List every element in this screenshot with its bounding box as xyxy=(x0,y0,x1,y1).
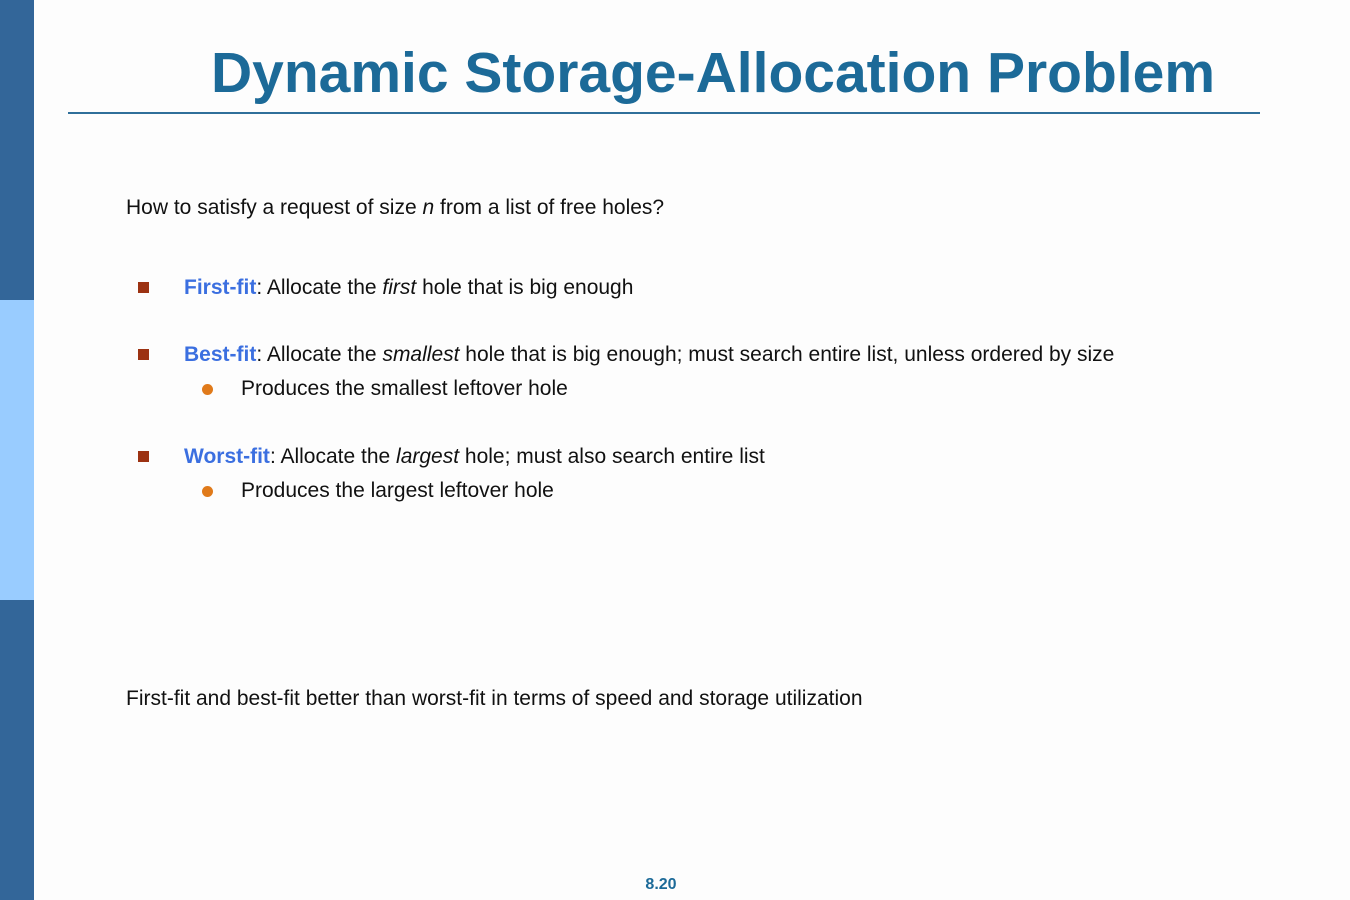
intro-text-before: How to satisfy a request of size xyxy=(126,196,423,219)
bullet-rest: hole; must also search entire list xyxy=(459,445,765,468)
conclusion-text: First-fit and best-fit better than worst-fit in terms of speed and storage utilization xyxy=(126,687,863,710)
sidebar-decoration xyxy=(0,0,34,900)
intro-variable: n xyxy=(422,196,435,219)
page-number: 8.20 xyxy=(645,876,677,893)
slide-title: Dynamic Storage-Allocation Problem xyxy=(210,41,1216,105)
title-divider xyxy=(68,112,1260,114)
bullet-rest: hole that is big enough; must search entire list, unless ordered by size xyxy=(459,343,1115,366)
intro-question xyxy=(126,195,664,221)
sub-bullet-worst-fit: Produces the largest leftover hole xyxy=(241,479,554,502)
sidebar-segment-bottom xyxy=(0,600,34,900)
bullet-worst-fit xyxy=(184,444,765,470)
term-worst-fit: Worst-fit xyxy=(184,445,270,468)
bullet-emphasis: largest xyxy=(396,445,460,468)
bullet-rest: hole that is big enough xyxy=(416,276,634,299)
bullet-separator: : Allocate the xyxy=(256,343,383,366)
square-bullet-icon xyxy=(138,282,149,293)
bullet-best-fit xyxy=(184,342,1114,368)
term-first-fit: First-fit xyxy=(184,276,257,299)
bullet-separator: : Allocate the xyxy=(256,276,383,299)
sidebar-segment-middle xyxy=(0,300,34,600)
dot-bullet-icon xyxy=(202,384,213,395)
term-best-fit: Best-fit xyxy=(184,343,257,366)
bullet-first-fit xyxy=(184,275,633,301)
bullet-emphasis: first xyxy=(382,276,417,299)
intro-text-after: from a list of free holes? xyxy=(434,196,665,219)
square-bullet-icon xyxy=(138,349,149,360)
dot-bullet-icon xyxy=(202,486,213,497)
bullet-separator: : Allocate the xyxy=(269,445,397,468)
square-bullet-icon xyxy=(138,451,149,462)
sidebar-segment-top xyxy=(0,0,34,300)
bullet-emphasis: smallest xyxy=(382,343,460,366)
sub-bullet-best-fit: Produces the smallest leftover hole xyxy=(241,377,568,400)
